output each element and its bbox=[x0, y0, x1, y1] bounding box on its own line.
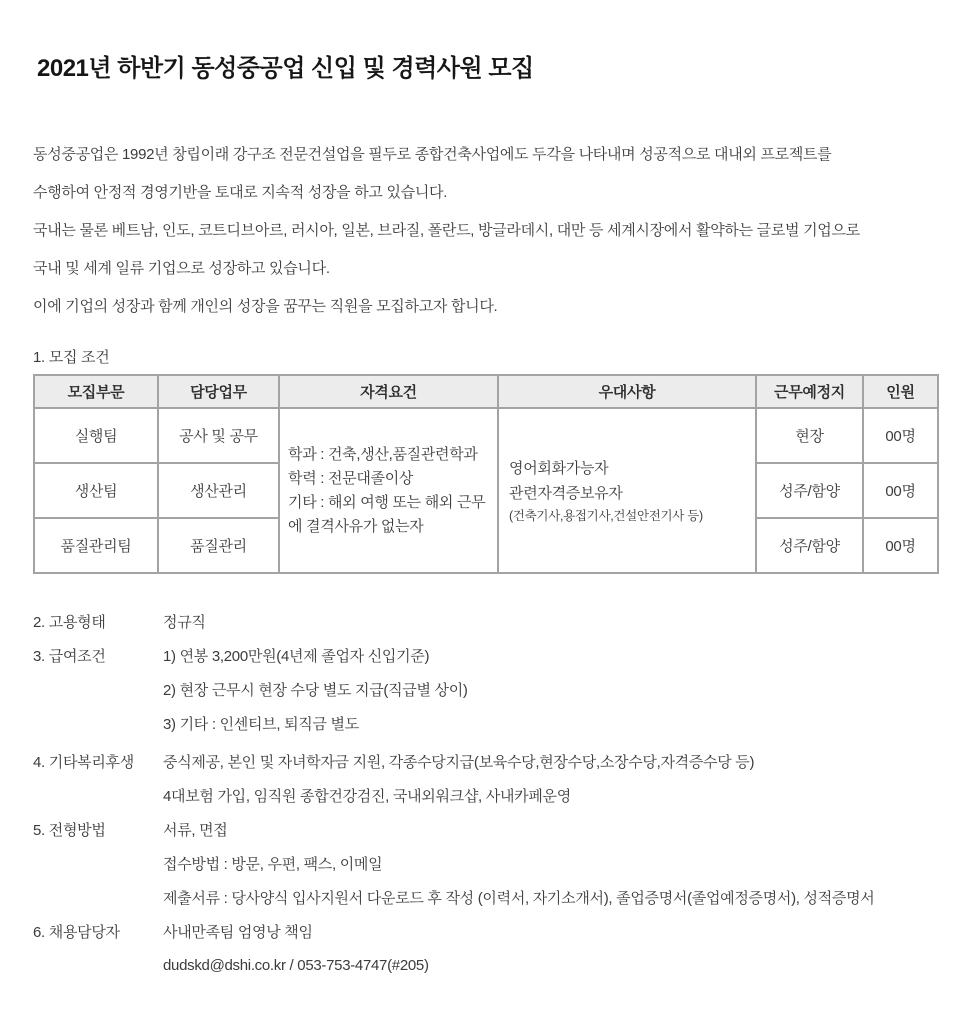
cell-qualification bbox=[279, 408, 498, 573]
cell-headcount: 00명 bbox=[863, 408, 938, 463]
cell-team: 생산팀 bbox=[34, 463, 158, 518]
detail-text: 3) 기타 : 인센티브, 퇴직금 별도 bbox=[163, 715, 359, 733]
detail-row bbox=[33, 778, 937, 812]
detail-row bbox=[33, 846, 937, 880]
recruitment-conditions-table bbox=[33, 374, 939, 574]
company-intro bbox=[33, 136, 937, 326]
detail-label: 6. 채용담당자 bbox=[33, 923, 120, 941]
detail-text: 2) 현장 근무시 현장 수당 별도 지급(직급별 상이) bbox=[163, 681, 468, 699]
column-header-qualification: 자격요건 bbox=[279, 375, 498, 408]
intro-line: 국내 및 세계 일류 기업으로 성장하고 있습니다. bbox=[33, 260, 330, 277]
table-row bbox=[34, 408, 938, 463]
column-header-team: 모집부문 bbox=[34, 375, 158, 408]
table-header-row bbox=[34, 375, 938, 408]
cell-team: 품질관리팀 bbox=[34, 518, 158, 573]
cell-duty: 공사 및 공무 bbox=[158, 408, 279, 463]
detail-text: 4대보험 가입, 임직원 종합건강검진, 국내외워크샵, 사내카페운영 bbox=[163, 787, 571, 805]
cell-headcount: 00명 bbox=[863, 518, 938, 573]
column-header-preference: 우대사항 bbox=[498, 375, 756, 408]
detail-label: 3. 급여조건 bbox=[33, 647, 106, 665]
intro-line: 국내는 물론 베트남, 인도, 코트디브아르, 러시아, 일본, 브라질, 폴란드, 방글라데시, 대만 등 세계시장에서 활약하는 글로벌 기업으로 bbox=[33, 222, 860, 239]
detail-text: 서류, 면접 bbox=[163, 821, 228, 839]
detail-row bbox=[33, 638, 937, 672]
section-heading-recruit-conditions: 1. 모집 조건 bbox=[33, 349, 110, 366]
qualification-line: 학과 : 건축,생산,품질관련학과 bbox=[288, 445, 478, 463]
preference-line: 영어회화가능자 bbox=[509, 459, 609, 477]
detail-row bbox=[33, 744, 937, 778]
cell-duty: 품질관리 bbox=[158, 518, 279, 573]
detail-row bbox=[33, 706, 937, 740]
page-title: 2021년 하반기 동성중공업 신입 및 경력사원 모집 bbox=[37, 55, 534, 82]
detail-row bbox=[33, 948, 937, 982]
intro-line: 이에 기업의 성장과 함께 개인의 성장을 꿈꾸는 직원을 모집하고자 합니다. bbox=[33, 298, 498, 315]
cell-worksite: 성주/함양 bbox=[756, 518, 863, 573]
contact-email-phone: dudskd@dshi.co.kr / 053-753-4747(#205) bbox=[163, 956, 429, 974]
cell-preference bbox=[498, 408, 756, 573]
detail-row bbox=[33, 604, 937, 638]
cell-worksite: 성주/함양 bbox=[756, 463, 863, 518]
cell-team: 실행팀 bbox=[34, 408, 158, 463]
preference-note: (건축기사,용접기사,건설안전기사 등) bbox=[509, 508, 703, 523]
detail-text: 사내만족팀 엄영낭 책임 bbox=[163, 923, 313, 941]
detail-row bbox=[33, 914, 937, 948]
column-header-worksite: 근무예정지 bbox=[756, 375, 863, 408]
section-benefits bbox=[33, 744, 937, 812]
qualification-line: 기타 : 해외 여행 또는 해외 근무에 결격사유가 없는자 bbox=[288, 493, 486, 535]
cell-headcount: 00명 bbox=[863, 463, 938, 518]
intro-line: 동성중공업은 1992년 창립이래 강구조 전문건설업을 필두로 종합건축사업에도 두각을 나타내며 성공적으로 대내외 프로젝트를 bbox=[33, 146, 832, 163]
detail-text: 접수방법 : 방문, 우편, 팩스, 이메일 bbox=[163, 855, 383, 873]
column-header-duty: 담당업무 bbox=[158, 375, 279, 408]
detail-label: 5. 전형방법 bbox=[33, 821, 106, 839]
detail-text: 중식제공, 본인 및 자녀학자금 지원, 각종수당지급(보육수당,현장수당,소장수당,자격증수당 등) bbox=[163, 753, 755, 771]
detail-text: 1) 연봉 3,200만원(4년제 졸업자 신입기준) bbox=[163, 647, 430, 665]
section-selection-process bbox=[33, 812, 937, 914]
detail-sections bbox=[33, 604, 937, 982]
detail-text: 정규직 bbox=[163, 613, 206, 631]
preference-line: 관련자격증보유자 bbox=[509, 484, 623, 502]
cell-worksite: 현장 bbox=[756, 408, 863, 463]
section-employment-type bbox=[33, 604, 937, 638]
detail-label: 2. 고용형태 bbox=[33, 613, 106, 631]
detail-label: 4. 기타복리후생 bbox=[33, 753, 134, 771]
detail-row bbox=[33, 672, 937, 706]
qualification-line: 학력 : 전문대졸이상 bbox=[288, 469, 414, 487]
detail-text: 제출서류 : 당사양식 입사지원서 다운로드 후 작성 (이력서, 자기소개서), 졸업증명서(졸업예정증명서), 성적증명서 bbox=[163, 889, 875, 907]
detail-row bbox=[33, 812, 937, 846]
section-salary bbox=[33, 638, 937, 740]
detail-row bbox=[33, 880, 937, 914]
section-recruiting-contact bbox=[33, 914, 937, 982]
cell-duty: 생산관리 bbox=[158, 463, 279, 518]
column-header-headcount: 인원 bbox=[863, 375, 938, 408]
intro-line: 수행하여 안정적 경영기반을 토대로 지속적 성장을 하고 있습니다. bbox=[33, 184, 448, 201]
